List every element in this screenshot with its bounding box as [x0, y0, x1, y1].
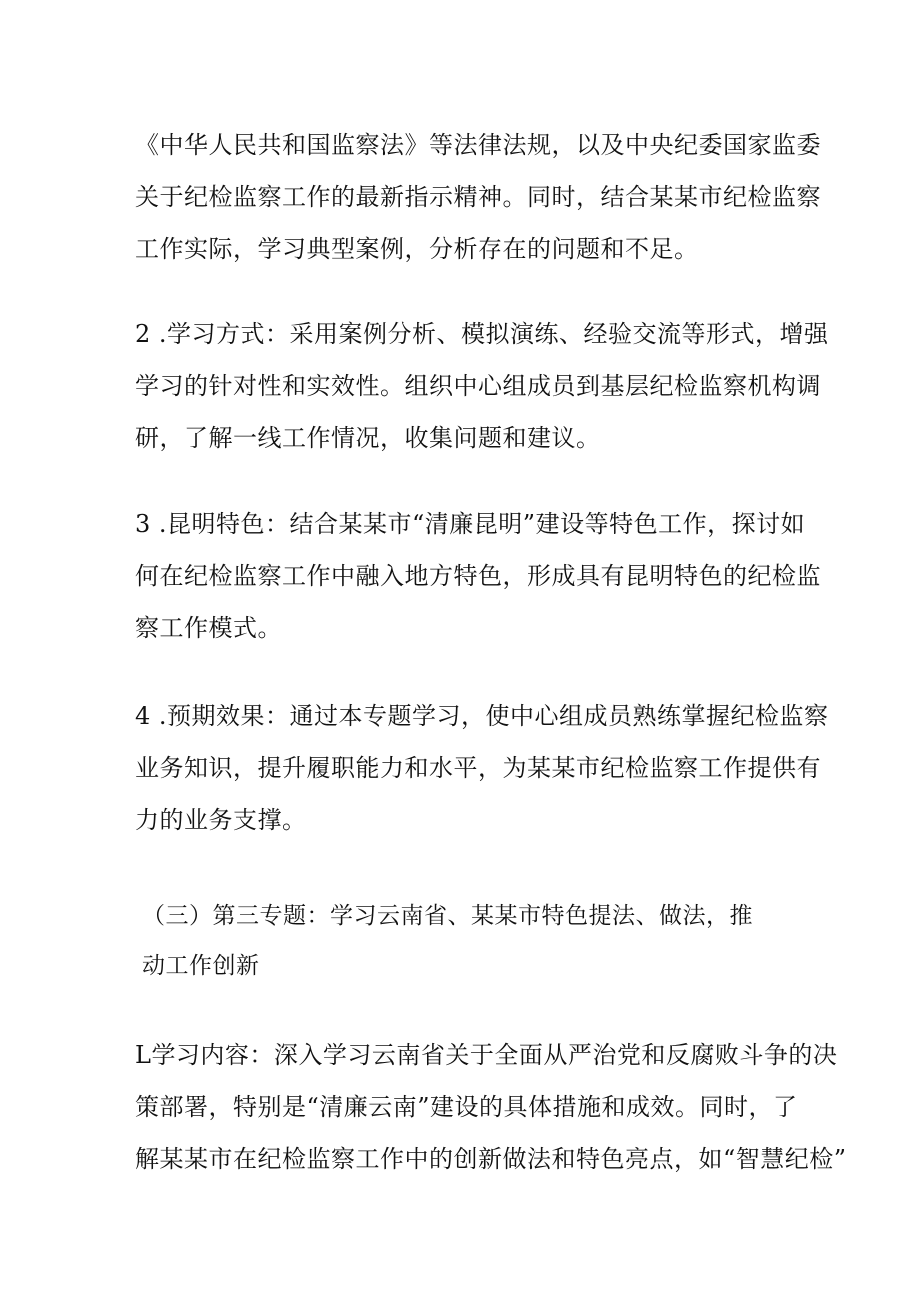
text-line: 研，了解一线工作情况，收集问题和建议。 [135, 424, 601, 452]
paragraph-legal-basis [135, 119, 821, 275]
paragraph-item-4-expected-effect [135, 690, 829, 846]
paragraph-item-2-study-method [135, 308, 829, 464]
text-line: 《中华人民共和国监察法》等法律法规，以及中央纪委国家监委 [135, 131, 821, 159]
text-line: 工作实际，学习典型案例，分析存在的问题和不足。 [135, 235, 699, 263]
text-line: 策部署，特别是“清廉云南”建设的具体措施和成效。同时，了 [135, 1093, 798, 1121]
paragraph-study-content [135, 1029, 847, 1185]
subheading-line: 动工作创新 [142, 953, 260, 979]
text-line: 关于纪检监察工作的最新指示精神。同时，结合某某市纪检监察 [135, 183, 821, 211]
text-line: 3 .昆明特色：结合某某市“清廉昆明”建设等特色工作，探讨如 [135, 510, 806, 538]
text-line: 业务知识，提升履职能力和水平，为某某市纪检监察工作提供有 [135, 754, 821, 782]
text-line: 解某某市在纪检监察工作中的创新做法和特色亮点，如“智慧纪检” [135, 1145, 847, 1173]
text-line: 何在纪检监察工作中融入地方特色，形成具有昆明特色的纪检监 [135, 562, 821, 590]
text-line: 力的业务支撑。 [135, 806, 307, 834]
text-line: 学习的针对性和实效性。组织中心组成员到基层纪检监察机构调 [135, 372, 821, 400]
subheading-line: （三）第三专题：学习云南省、某某市特色提法、做法，推 [142, 903, 753, 929]
text-line: 2 .学习方式：采用案例分析、模拟演练、经验交流等形式，增强 [135, 320, 829, 348]
text-line: L学习内容：深入学习云南省关于全面从严治党和反腐败斗争的决 [135, 1041, 838, 1069]
text-line: 察工作模式。 [135, 614, 282, 642]
paragraph-item-3-kunming-feature [135, 498, 821, 654]
section-subheading-topic-3 [142, 891, 802, 991]
text-line: 4 .预期效果：通过本专题学习，使中心组成员熟练掌握纪检监察 [135, 702, 829, 730]
